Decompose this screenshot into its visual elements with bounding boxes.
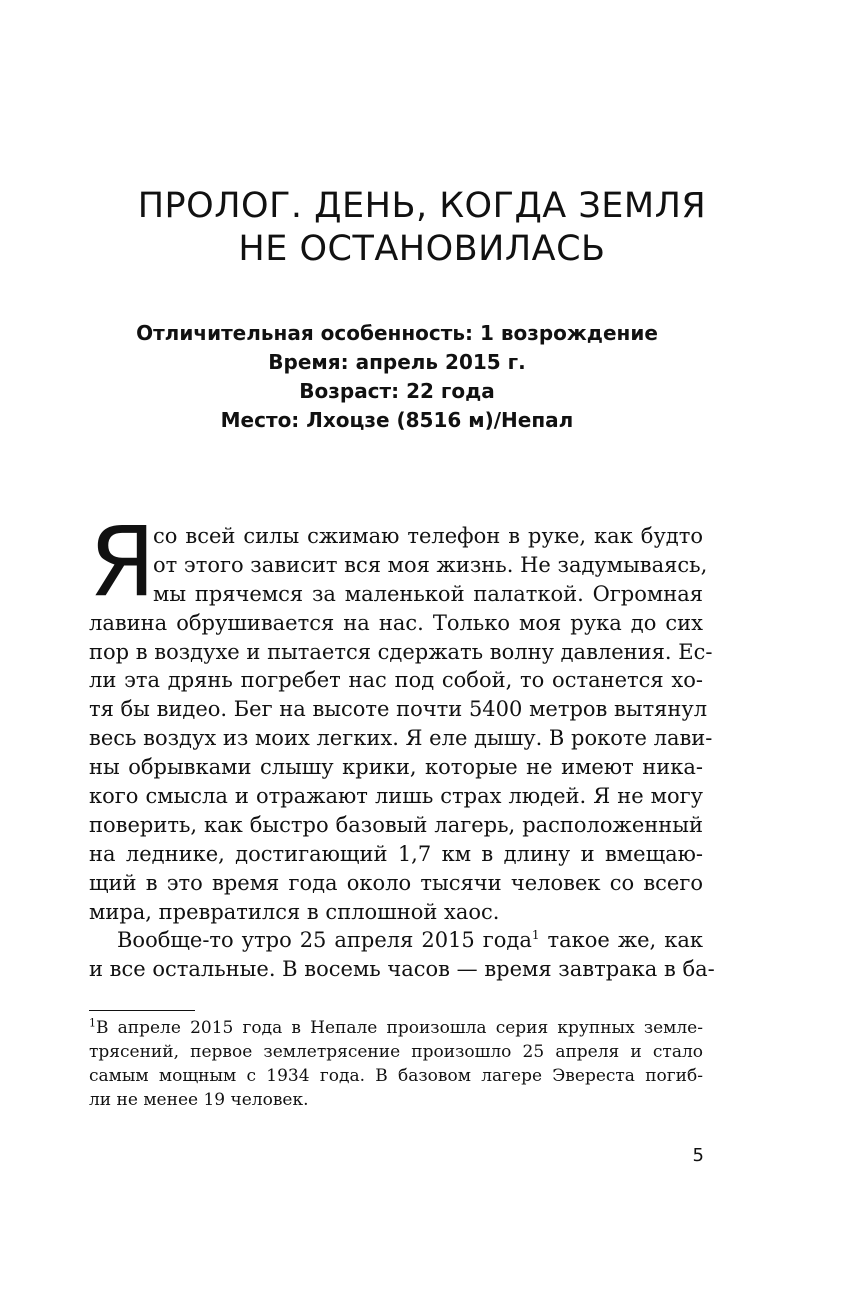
body-line: ли эта дрянь погребет нас под собой, то останется хо- <box>89 668 703 693</box>
body-line: и все остальные. В восемь часов — время завтрака в ба- <box>89 957 715 982</box>
footnote-reference[interactable]: 1 <box>531 928 540 943</box>
drop-cap: Я <box>89 506 156 618</box>
meta-place: Место: Лхоцзе (8516 м)/Непал <box>220 408 574 432</box>
chapter-title <box>0 185 844 271</box>
footnote-line: трясений, первое землетрясение произошло 25 апреля и стало <box>89 1042 703 1062</box>
meta-age: Возраст: 22 года <box>299 379 495 403</box>
footnote-line <box>89 1016 703 1040</box>
chapter-title-line-2: НЕ ОСТАНОВИЛАСЬ <box>238 229 606 269</box>
meta-feature: Отличительная особенность: 1 возрождение <box>136 321 658 345</box>
footnote-marker: 1 <box>89 1016 96 1030</box>
body-line: мира, превратился в сплошной хаос. <box>89 899 500 924</box>
chapter-meta <box>0 319 794 435</box>
body-line: на леднике, достигающий 1,7 км в длину и вмещаю- <box>89 841 703 866</box>
footnote <box>89 1016 703 1112</box>
chapter-title-line-1: ПРОЛОГ. ДЕНЬ, КОГДА ЗЕМЛЯ <box>137 186 707 226</box>
footnote-line: ли не менее 19 человек. <box>89 1090 309 1110</box>
footnote-line: самым мощным с 1934 года. В базовом лагере Эвереста погиб- <box>89 1066 703 1086</box>
body-line: весь воздух из моих легких. Я еле дышу. В рокоте лави- <box>89 726 713 751</box>
page-number: 5 <box>692 1145 704 1166</box>
body-line: тя бы видео. Бег на высоте почти 5400 метров вытянул <box>89 697 708 722</box>
body-text-segment: Вообще-то утро 25 апреля 2015 года <box>117 928 532 953</box>
footnote-divider <box>89 1010 195 1011</box>
body-line-footnote-ref <box>89 926 703 955</box>
body-line: кого смысла и отражают лишь страх людей. Я не могу <box>89 784 703 809</box>
body-line: мы прячемся за маленькой палаткой. Огромная <box>153 581 703 606</box>
meta-time: Время: апрель 2015 г. <box>268 350 526 374</box>
body-line: пор в воздухе и пытается сдержать волну давления. Ес- <box>89 639 713 664</box>
body-line: ны обрывками слышу крики, которые не имеют ника- <box>89 755 703 780</box>
body-text-segment: такое же, как <box>539 928 703 953</box>
footnote-text-segment: В апреле 2015 года в Непале произошла серия крупных земле- <box>96 1018 703 1038</box>
body-line: щий в это время года около тысячи человек со всего <box>89 870 703 895</box>
body-line: от этого зависит вся моя жизнь. Не задумываясь, <box>153 552 708 577</box>
body-line: со всей силы сжимаю телефон в руке, как будто <box>153 524 703 548</box>
body-line: лавина обрушивается на нас. Только моя рука до сих <box>89 610 703 635</box>
body-text <box>89 522 715 984</box>
body-line: поверить, как быстро базовый лагерь, расположенный <box>89 812 703 837</box>
